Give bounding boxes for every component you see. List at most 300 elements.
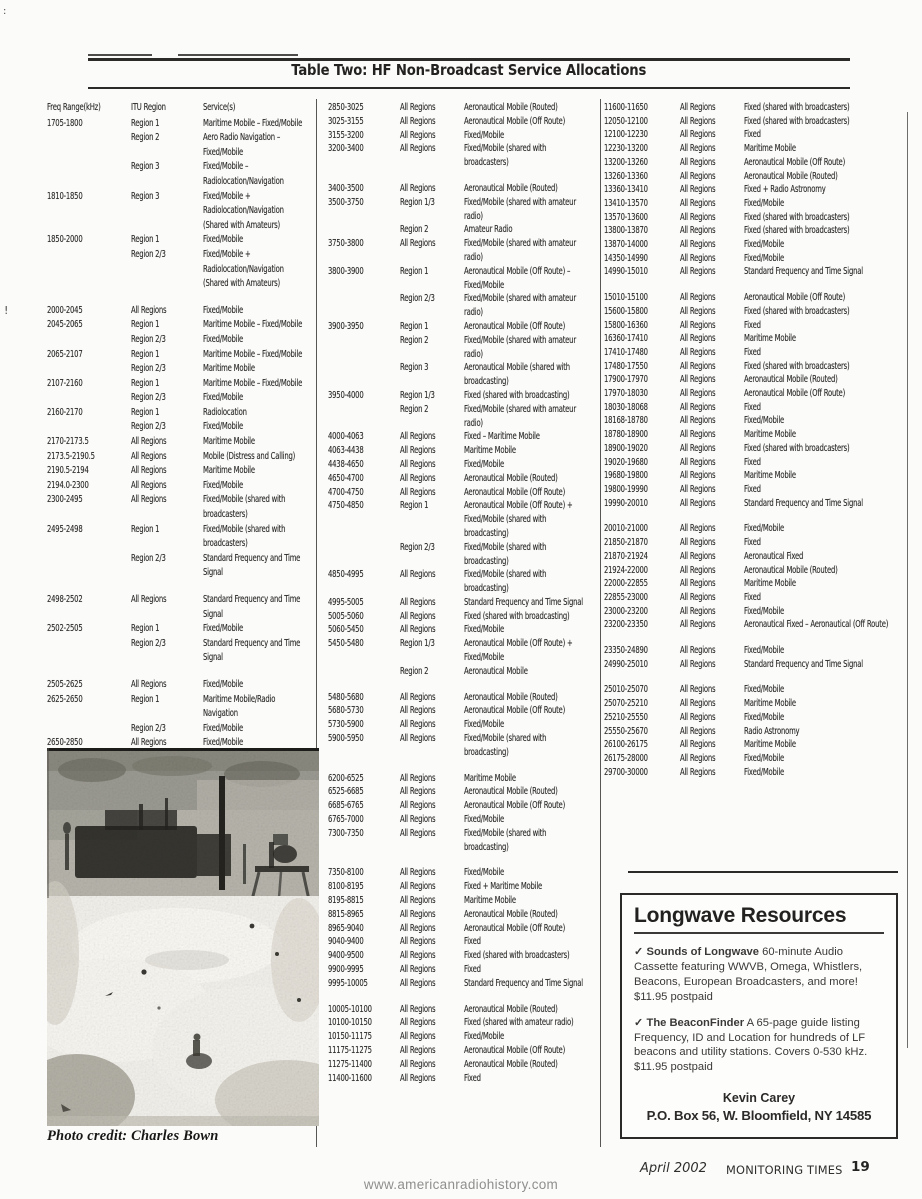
- freq-range: 19020-19680: [604, 456, 648, 468]
- freq-group: [604, 305, 904, 319]
- service: Fixed/Mobile (shared with broadcasting): [464, 827, 547, 853]
- freq-group: [47, 464, 311, 479]
- service: Aeronautical Mobile (Routed): [464, 472, 558, 484]
- allocation-row: [604, 332, 904, 346]
- service: Aero Radio Navigation – Fixed/Mobile: [203, 132, 281, 158]
- allocation-row: [328, 129, 592, 143]
- freq-group: [47, 622, 311, 666]
- itu-region: All Regions: [131, 678, 167, 690]
- freq-range: 11275-11400: [328, 1058, 372, 1070]
- allocation-row: [328, 963, 592, 977]
- service: Maritime Mobile – Fixed/Mobile: [203, 319, 303, 331]
- itu-region: All Regions: [131, 479, 167, 491]
- service: Fixed (shared with broadcasters): [464, 950, 570, 962]
- freq-group: [328, 568, 592, 596]
- allocation-row: [604, 170, 904, 184]
- itu-region: All Regions: [400, 143, 436, 155]
- allocation-row: [604, 387, 904, 401]
- itu-region: All Regions: [680, 739, 716, 751]
- itu-region: All Regions: [131, 465, 167, 477]
- allocation-row: [604, 564, 904, 578]
- freq-group: [604, 469, 904, 483]
- page-title: Table Two: HF Non-Broadcast Service Allocations: [291, 61, 647, 79]
- service: Fixed/Mobile (shared with broadcasting): [464, 569, 547, 595]
- itu-region: Region 1: [131, 348, 160, 360]
- allocation-row: [47, 552, 311, 581]
- service: Fixed/Mobile: [744, 239, 785, 251]
- freq-range: 13410-13570: [604, 197, 648, 209]
- freq-range: 29700-30000: [604, 766, 648, 778]
- service: Aeronautical Mobile (Off Route): [744, 292, 846, 304]
- service: Fixed (shared with broadcasters): [744, 225, 850, 237]
- freq-group: [328, 623, 592, 637]
- allocation-row: [328, 866, 592, 880]
- freq-group: [604, 618, 904, 632]
- freq-group: [604, 346, 904, 360]
- service: Fixed/Mobile: [203, 737, 244, 749]
- freq-range: 4700-4750: [328, 486, 364, 498]
- footer-page-number: 19: [851, 1159, 870, 1175]
- service: Fixed (shared with broadcasters): [744, 305, 850, 317]
- freq-range: 8195-8815: [328, 895, 364, 907]
- service: Maritime Mobile: [464, 895, 516, 907]
- allocation-row: [47, 722, 311, 737]
- service: Maritime Mobile: [744, 143, 796, 155]
- freq-range: 5060-5450: [328, 624, 364, 636]
- freq-group: [47, 190, 311, 234]
- freq-range: 17480-17550: [604, 360, 648, 372]
- itu-region: All Regions: [680, 266, 716, 278]
- service: Fixed/Mobile (shared with amateur radio): [464, 334, 576, 360]
- allocation-row: [328, 922, 592, 936]
- allocation-row: [604, 252, 904, 266]
- freq-group: [328, 458, 592, 472]
- service: Fixed/Mobile (shared with amateur radio): [464, 293, 576, 319]
- itu-region: All Regions: [680, 115, 716, 127]
- service: Radiolocation: [203, 406, 247, 418]
- itu-region: All Regions: [680, 497, 716, 509]
- itu-region: All Regions: [680, 170, 716, 182]
- check-icon: ✓: [634, 1016, 644, 1029]
- itu-region: All Regions: [680, 619, 716, 631]
- itu-region: All Regions: [400, 786, 436, 798]
- freq-group: [328, 129, 592, 143]
- freq-range: 9995-10005: [328, 977, 368, 989]
- service: Fixed/Mobile: [203, 722, 244, 734]
- itu-region: All Regions: [400, 977, 436, 989]
- allocation-row: [47, 678, 311, 693]
- itu-region: Region 2/3: [131, 722, 166, 734]
- allocation-row: [604, 644, 904, 658]
- freq-range: 17970-18030: [604, 388, 648, 400]
- freq-range: 2300-2495: [47, 494, 83, 506]
- service: Fixed/Mobile: [744, 752, 785, 764]
- freq-range: 21924-22000: [604, 564, 648, 576]
- allocation-row: [604, 156, 904, 170]
- service: Standard Frequency and Time Signal: [203, 552, 301, 579]
- itu-region: All Regions: [680, 239, 716, 251]
- freq-range: 6525-6685: [328, 786, 364, 798]
- itu-region: All Regions: [400, 1003, 436, 1015]
- service: Fixed/Mobile (shared with amateur radio): [464, 238, 576, 263]
- itu-region: All Regions: [680, 752, 716, 764]
- allocation-row: [604, 265, 904, 279]
- itu-region: Region 2: [400, 403, 429, 415]
- service: Fixed/Mobile (shared with broadcasters): [203, 494, 286, 521]
- ad-item-lead: ✓ The BeaconFinder: [634, 1016, 745, 1029]
- freq-range: 9040-9400: [328, 936, 364, 948]
- freq-group: [604, 605, 904, 619]
- service: Fixed – Maritime Mobile: [464, 431, 540, 443]
- itu-region: All Regions: [400, 472, 436, 484]
- freq-group: [328, 430, 592, 444]
- allocation-row: [47, 479, 311, 494]
- service: Aeronautical Mobile (Off Route) + Fixed/Mobile (shared with broadcasting): [464, 500, 573, 539]
- service: Maritime Mobile: [744, 470, 796, 482]
- allocation-row: [328, 568, 592, 596]
- service: Maritime Mobile: [203, 436, 255, 448]
- allocation-row: [328, 623, 592, 637]
- itu-region: All Regions: [400, 691, 436, 703]
- allocation-row: [328, 444, 592, 458]
- itu-region: All Regions: [400, 895, 436, 907]
- allocation-row: [604, 211, 904, 225]
- freq-group: [604, 387, 904, 401]
- itu-region: All Regions: [400, 624, 436, 636]
- itu-region: All Regions: [400, 733, 436, 745]
- itu-region: All Regions: [400, 1017, 436, 1029]
- allocation-row: [47, 493, 311, 522]
- allocation-row: [604, 752, 904, 766]
- allocation-row: [604, 360, 904, 374]
- freq-range: 6200-6525: [328, 772, 364, 784]
- service: Fixed/Mobile: [203, 234, 244, 246]
- freq-group: [604, 644, 904, 658]
- allocation-row: [47, 348, 311, 363]
- freq-range: 12230-13200: [604, 143, 648, 155]
- allocation-row: [47, 117, 311, 132]
- allocation-row: [328, 704, 592, 718]
- allocation-row: [604, 319, 904, 333]
- freq-range: 1705-1800: [47, 117, 83, 129]
- freq-range: 7350-8100: [328, 867, 364, 879]
- freq-group: [47, 233, 311, 291]
- freq-group: [47, 304, 311, 319]
- itu-region: Region 2/3: [131, 363, 166, 375]
- freq-group: [604, 170, 904, 184]
- allocation-row: [604, 605, 904, 619]
- allocation-row: [604, 115, 904, 129]
- service: Fixed/Mobile (shared with broadcasters): [203, 523, 286, 550]
- freq-group: [47, 693, 311, 737]
- allocation-row: [328, 430, 592, 444]
- allocation-row: [604, 577, 904, 591]
- service: Fixed (shared with amateur radio): [464, 1017, 574, 1029]
- itu-region: Region 1/3: [400, 389, 435, 401]
- service: Aeronautical Mobile (Off Route): [744, 388, 846, 400]
- allocation-row: [328, 101, 592, 115]
- itu-region: All Regions: [400, 705, 436, 717]
- allocation-row: [47, 523, 311, 552]
- allocation-row: [328, 389, 592, 403]
- allocation-row: [328, 732, 592, 760]
- freq-group: [328, 101, 592, 115]
- freq-range: 10100-10150: [328, 1017, 372, 1029]
- allocation-row: [604, 142, 904, 156]
- freq-range: 4438-4650: [328, 458, 364, 470]
- allocation-row: [47, 333, 311, 348]
- allocation-row: [328, 1044, 592, 1058]
- freq-group: [604, 115, 904, 129]
- allocation-row: [328, 142, 592, 170]
- allocation-row: [328, 292, 592, 320]
- allocation-row: [604, 101, 904, 115]
- freq-group: [328, 499, 592, 568]
- allocation-row: [47, 131, 311, 160]
- freq-group: [604, 373, 904, 387]
- itu-region: All Regions: [131, 494, 167, 506]
- freq-group: [47, 479, 311, 494]
- allocation-row: [604, 738, 904, 752]
- freq-range: 5005-5060: [328, 610, 364, 622]
- freq-range: 12100-12230: [604, 129, 648, 141]
- service: Radio Astronomy: [744, 725, 800, 737]
- service: Fixed: [744, 319, 761, 331]
- service: Aeronautical Mobile (Off Route): [464, 115, 566, 127]
- freq-range: 23200-23350: [604, 619, 648, 631]
- freq-group: [604, 265, 904, 279]
- freq-group: [328, 949, 592, 963]
- itu-region: All Regions: [400, 964, 436, 976]
- itu-region: All Regions: [400, 1031, 436, 1043]
- freq-group: [604, 577, 904, 591]
- freq-range: 17900-17970: [604, 374, 648, 386]
- itu-region: Region 3: [400, 362, 429, 374]
- freq-range: 2170-2173.5: [47, 436, 89, 448]
- freq-group: [328, 486, 592, 500]
- freq-range: 2107-2160: [47, 377, 83, 389]
- freq-range: 21870-21924: [604, 550, 648, 562]
- allocation-row: [604, 683, 904, 697]
- ad-item-lead: ✓ Sounds of Longwave: [634, 946, 759, 958]
- allocation-row: [604, 373, 904, 387]
- itu-region: All Regions: [400, 936, 436, 948]
- itu-region: All Regions: [680, 319, 716, 331]
- freq-group: [47, 523, 311, 581]
- allocation-row: [328, 223, 592, 237]
- service: Fixed/Mobile: [464, 814, 505, 826]
- service: Fixed (shared with broadcasters): [744, 211, 850, 223]
- service: Fixed/Mobile (shared with broadcasting): [464, 733, 547, 758]
- freq-group: [328, 827, 592, 855]
- header-itu-region: ITU Region: [131, 102, 166, 113]
- freq-range: 18030-18068: [604, 401, 648, 413]
- itu-region: Region 1/3: [400, 638, 435, 650]
- freq-group: [328, 142, 592, 170]
- itu-region: Region 1/3: [400, 196, 435, 208]
- allocation-row: [328, 813, 592, 827]
- service: Aeronautical Mobile (Off Route): [464, 705, 566, 717]
- service: Aeronautical Mobile (Routed): [464, 1003, 558, 1015]
- service: Fixed/Mobile + Radiolocation/Navigation (Shared with Amateurs): [203, 190, 284, 231]
- itu-region: All Regions: [680, 470, 716, 482]
- freq-group: [47, 450, 311, 465]
- allocation-row: [47, 622, 311, 637]
- allocation-row: [604, 618, 904, 632]
- freq-range: 2495-2498: [47, 523, 83, 535]
- service: Fixed: [464, 1072, 481, 1084]
- allocation-row: [328, 541, 592, 569]
- itu-region: All Regions: [131, 594, 167, 605]
- title-rule-fragment: [88, 54, 152, 56]
- service: Standard Frequency and Time Signal: [203, 594, 301, 620]
- freq-group: [328, 1003, 592, 1017]
- itu-region: All Regions: [400, 129, 436, 141]
- header-services: Service(s): [203, 102, 236, 113]
- itu-region: All Regions: [680, 578, 716, 590]
- service: Standard Frequency and Time Signal: [464, 596, 583, 608]
- freq-range: 2850-3025: [328, 102, 364, 113]
- allocation-row: [328, 1003, 592, 1017]
- freq-group: [604, 291, 904, 305]
- service: Fixed/Mobile: [744, 684, 785, 696]
- freq-range: 6685-6765: [328, 800, 364, 812]
- allocation-row: [604, 428, 904, 442]
- freq-group: [47, 318, 311, 347]
- freq-range: 3900-3950: [328, 320, 364, 332]
- service: Fixed/Mobile: [464, 458, 505, 470]
- freq-group: [328, 115, 592, 129]
- service: Standard Frequency and Time Signal: [744, 497, 863, 509]
- service: Aeronautical Mobile (Routed): [464, 102, 558, 113]
- freq-range: 3400-3500: [328, 182, 364, 194]
- itu-region: All Regions: [680, 360, 716, 372]
- service: Aeronautical Mobile (Off Route): [464, 800, 566, 812]
- freq-group: [328, 704, 592, 718]
- freq-range: 4850-4995: [328, 569, 364, 581]
- service: Maritime Mobile: [744, 698, 796, 710]
- freq-group: [604, 224, 904, 238]
- itu-region: Region 1: [400, 265, 429, 277]
- service: Fixed + Radio Astronomy: [744, 184, 826, 196]
- column3-end-rule: [628, 871, 898, 873]
- itu-region: All Regions: [680, 129, 716, 141]
- allocation-row: [328, 596, 592, 610]
- allocation-row: [604, 725, 904, 739]
- freq-range: 9900-9995: [328, 964, 364, 976]
- allocation-row: [328, 1072, 592, 1086]
- service: Fixed: [744, 483, 761, 495]
- service: Fixed/Mobile: [203, 392, 244, 404]
- itu-region: All Regions: [400, 827, 436, 839]
- itu-region: All Regions: [400, 238, 436, 250]
- freq-group: [604, 197, 904, 211]
- freq-range: 25210-25550: [604, 711, 648, 723]
- service: Maritime Mobile – Fixed/Mobile: [203, 377, 303, 389]
- freq-group: [328, 813, 592, 827]
- itu-region: All Regions: [680, 711, 716, 723]
- freq-group: [47, 348, 311, 377]
- itu-region: Region 2/3: [131, 392, 166, 404]
- service: Fixed/Mobile: [203, 421, 244, 433]
- freq-range: 4750-4850: [328, 500, 364, 512]
- freq-range: 14350-14990: [604, 252, 648, 264]
- check-icon: ✓: [634, 946, 644, 958]
- service: Aeronautical Mobile (Off Route): [464, 486, 566, 498]
- service: Fixed/Mobile (shared with amateur radio): [464, 196, 576, 222]
- freq-range: 22000-22855: [604, 578, 648, 590]
- freq-group: [47, 377, 311, 406]
- service: Fixed: [744, 591, 761, 603]
- itu-region: All Regions: [680, 184, 716, 196]
- itu-region: Region 1: [131, 693, 160, 705]
- service: Maritime Mobile – Fixed/Mobile: [203, 348, 303, 360]
- service: Fixed/Mobile: [744, 766, 785, 778]
- allocation-row: [47, 190, 311, 234]
- allocation-row: [604, 305, 904, 319]
- service: Fixed/Mobile: [203, 479, 244, 491]
- freq-group: [328, 785, 592, 799]
- freq-range: 2065-2107: [47, 348, 83, 360]
- service: Aeronautical Mobile (Routed): [464, 182, 558, 194]
- service: Aeronautical Mobile (Routed): [464, 908, 558, 920]
- freq-range: 2498-2502: [47, 594, 83, 605]
- allocation-row: [328, 361, 592, 389]
- itu-region: Region 2/3: [400, 541, 435, 553]
- allocation-row: [604, 291, 904, 305]
- itu-region: Region 1: [131, 623, 160, 635]
- itu-region: Region 2: [131, 132, 160, 144]
- service: Fixed/Mobile: [744, 197, 785, 209]
- allocation-row: [47, 593, 311, 622]
- allocation-row: [47, 435, 311, 450]
- freq-range: 5680-5730: [328, 705, 364, 717]
- service: Maritime Mobile: [744, 429, 796, 441]
- freq-group: [328, 963, 592, 977]
- allocation-row: [47, 318, 311, 333]
- freq-range: 2650-2850: [47, 737, 83, 749]
- service: Fixed/Mobile: [464, 1031, 505, 1043]
- freq-group: [47, 406, 311, 435]
- service: Fixed/Mobile: [203, 678, 244, 690]
- freq-group: [328, 237, 592, 265]
- allocation-row: [328, 772, 592, 786]
- freq-range: 18780-18900: [604, 429, 648, 441]
- allocation-row: [604, 658, 904, 672]
- freq-range: 14990-15010: [604, 266, 648, 278]
- service: Fixed/Mobile: [744, 645, 785, 657]
- service: Aeronautical Mobile (Off Route): [744, 156, 846, 168]
- itu-region: Region 1: [131, 406, 160, 418]
- service: Maritime Mobile: [744, 578, 796, 590]
- column-divider: [600, 99, 601, 1147]
- itu-region: Region 1: [131, 319, 160, 331]
- freq-group: [604, 401, 904, 415]
- allocation-row: [604, 238, 904, 252]
- service: Fixed (shared with broadcasters): [744, 115, 850, 127]
- itu-region: All Regions: [680, 725, 716, 737]
- ad-item: [634, 945, 884, 1005]
- allocation-row: [47, 304, 311, 319]
- freq-group: [328, 1016, 592, 1030]
- itu-region: All Regions: [400, 431, 436, 443]
- freq-range: 23000-23200: [604, 605, 648, 617]
- freq-group: [604, 211, 904, 225]
- service: Fixed/Mobile: [744, 523, 785, 535]
- allocation-row: [328, 691, 592, 705]
- service: Fixed/Mobile: [464, 719, 505, 731]
- allocation-row: [328, 785, 592, 799]
